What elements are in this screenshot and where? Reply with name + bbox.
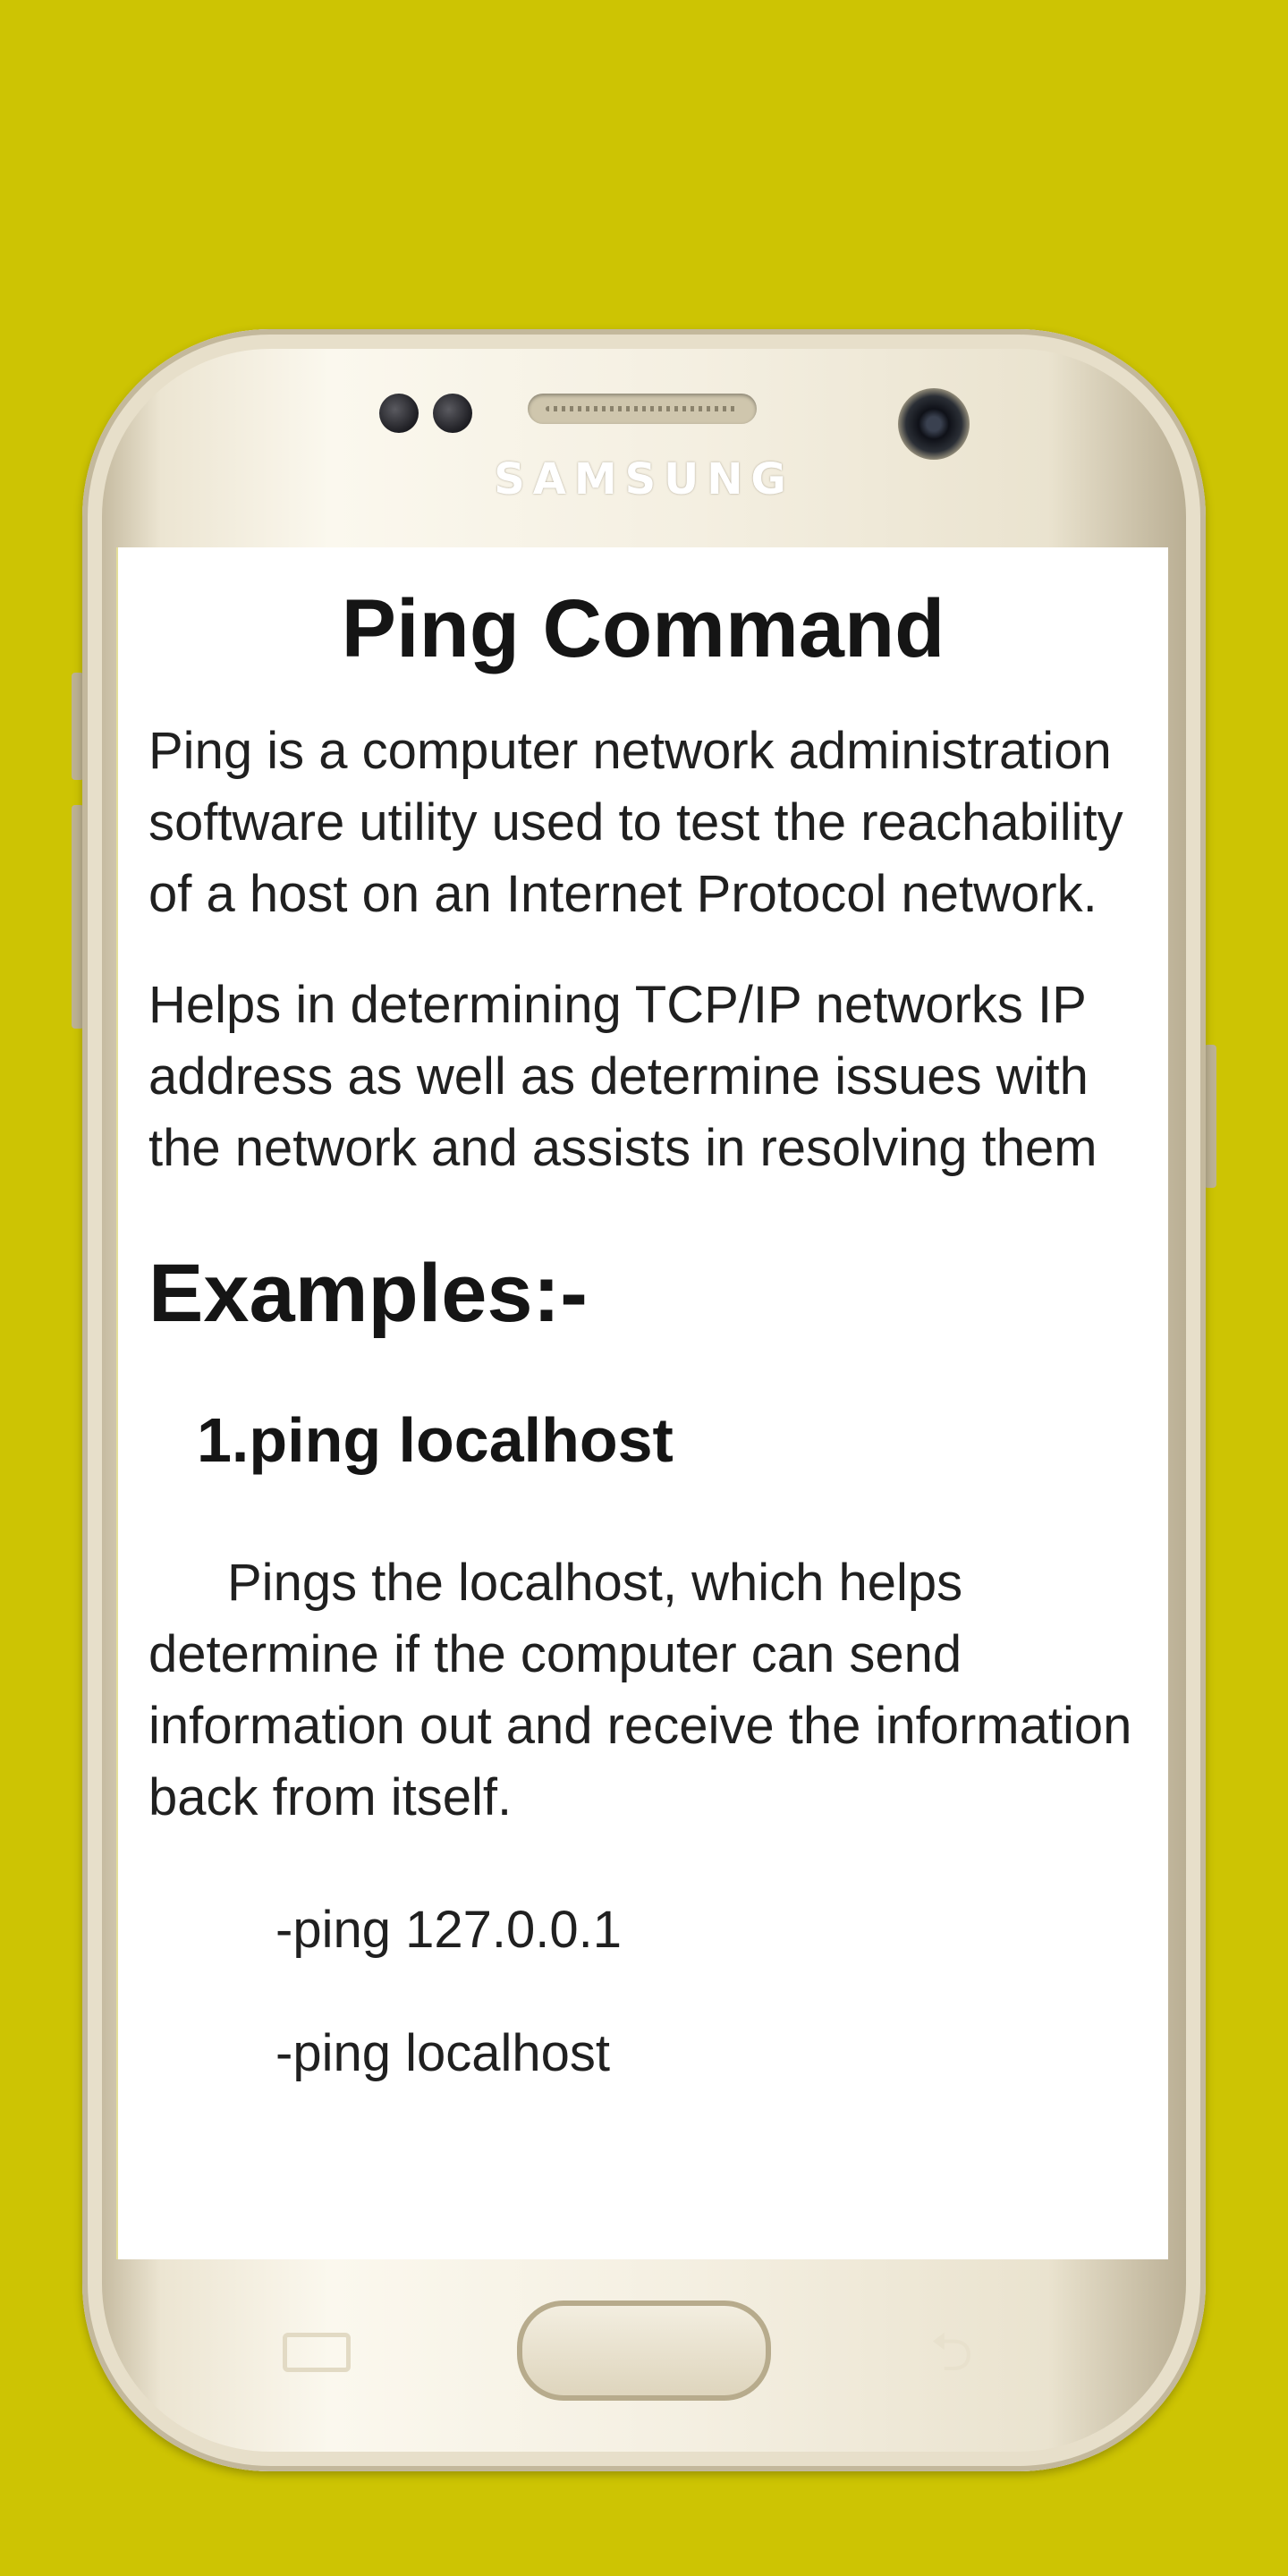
article-content [118,580,1168,2089]
earpiece-speaker [528,394,757,424]
example-1-heading: 1.ping localhost [197,1405,674,1476]
example-1-description: Pings the localhost, which helps determine if the computer can send information out and receive the information back from itself. [148,1554,1132,1827]
examples-heading: Examples:- [148,1248,588,1340]
power-button[interactable] [1204,1045,1216,1188]
home-button[interactable] [517,2301,771,2401]
intro-paragraph: Ping is a computer network administration software utility used to test the reachability of a host on an Internet Protocol network. [148,722,1123,924]
proximity-sensor-icon [379,394,419,433]
light-sensor-icon [433,394,472,433]
front-camera-icon [898,388,970,460]
brand-logo: SAMSUNG [494,454,794,504]
helps-paragraph: Helps in determining TCP/IP networks IP address as well as determine issues with the network and assists in resolving them [148,976,1097,1178]
app-screen[interactable] [116,547,1168,2259]
back-icon[interactable]: ⮌ [930,2322,974,2382]
example-1-command: -ping 127.0.0.1 [275,1901,622,1960]
page-title: Ping Command [341,583,945,674]
example-1-command: -ping localhost [275,2024,610,2083]
recent-apps-icon[interactable] [283,2333,351,2372]
